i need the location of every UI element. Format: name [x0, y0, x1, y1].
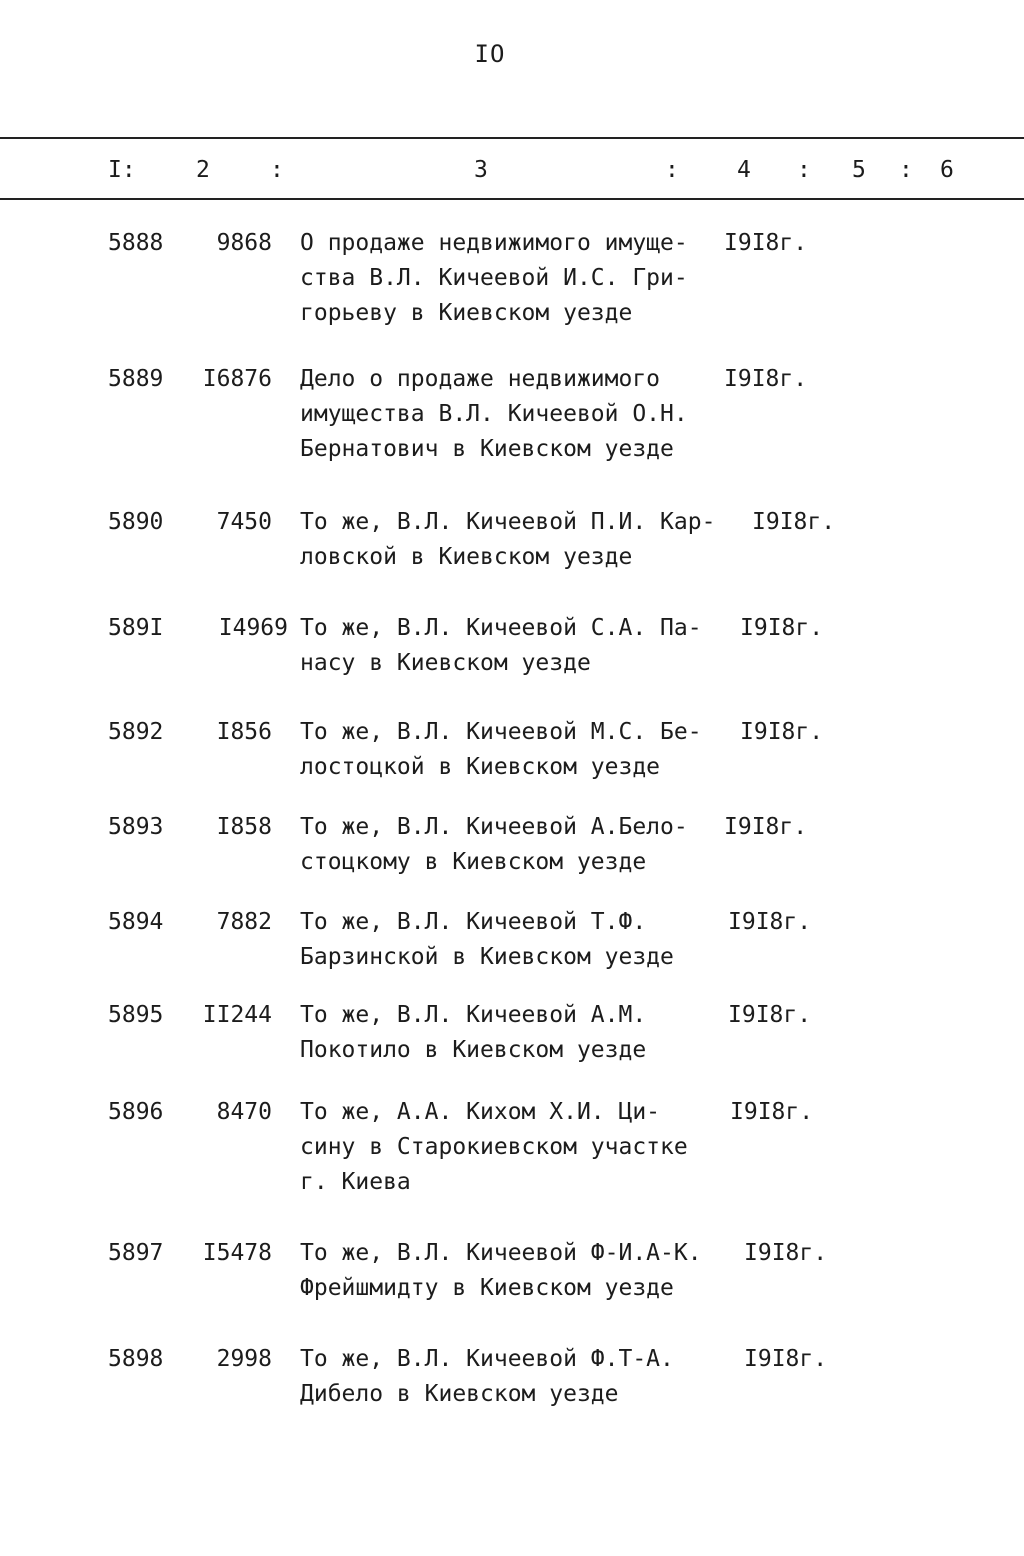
row-date: I9I8г. — [744, 1346, 828, 1372]
header-col-1: I: — [108, 157, 136, 183]
row-code: I6876 — [202, 366, 272, 392]
row-number: 5892 — [108, 719, 164, 745]
row-title: То же, В.Л. Кичеевой Ф.Т-А. Дибело в Киевском уезде — [300, 1346, 674, 1407]
row-number: 5897 — [108, 1240, 164, 1266]
row-number: 5898 — [108, 1346, 164, 1372]
row-title: То же, В.Л. Кичеевой А.Бело- стоцкому в Киевском уезде — [300, 814, 688, 875]
row-code: II244 — [202, 1002, 272, 1028]
row-code: 7450 — [216, 509, 272, 535]
row-title: О продаже недвижимого имуще- ства В.Л. Кичеевой И.С. Гри- горьеву в Киевском уезде — [300, 230, 688, 326]
row-number: 5896 — [108, 1099, 164, 1125]
header-col-5: 5 — [852, 157, 866, 183]
row-date: I9I8г. — [728, 1002, 812, 1028]
header-separator: : — [797, 157, 811, 183]
row-code: 7882 — [216, 909, 272, 935]
row-number: 5888 — [108, 230, 164, 256]
row-number: 5894 — [108, 909, 164, 935]
row-number: 5890 — [108, 509, 164, 535]
row-number: 5895 — [108, 1002, 164, 1028]
row-code: I4969 — [218, 615, 288, 641]
row-title: То же, В.Л. Кичеевой М.С. Бе- лостоцкой в Киевском уезде — [300, 719, 702, 780]
row-code: I858 — [216, 814, 272, 840]
row-title: То же, В.Л. Кичеевой П.И. Кар- ловской в Киевском уезде — [300, 509, 716, 570]
row-code: 9868 — [216, 230, 272, 256]
row-code: I5478 — [202, 1240, 272, 1266]
row-code: 2998 — [216, 1346, 272, 1372]
row-date: I9I8г. — [730, 1099, 814, 1125]
row-date: I9I8г. — [740, 615, 824, 641]
row-code: I856 — [216, 719, 272, 745]
header-col-3: 3 — [474, 157, 488, 183]
row-title: Дело о продаже недвижимого имущества В.Л. Кичеевой О.Н. Бернатович в Киевском уезде — [300, 366, 688, 462]
row-date: I9I8г. — [724, 366, 808, 392]
page-number: IO — [474, 40, 506, 68]
row-number: 5893 — [108, 814, 164, 840]
row-number: 589I — [108, 615, 164, 641]
row-title: То же, В.Л. Кичеевой С.А. Па- насу в Киевском уезде — [300, 615, 702, 676]
row-title: То же, В.Л. Кичеевой А.М. Покотило в Киевском уезде — [300, 1002, 647, 1063]
header-col-4: 4 — [737, 157, 751, 183]
header-separator: : — [665, 157, 679, 183]
row-date: I9I8г. — [724, 230, 808, 256]
header-col-2: 2 — [196, 157, 210, 183]
row-title: То же, В.Л. Кичеевой Ф-И.А-К. Фрейшмидту в Киевском уезде — [300, 1240, 702, 1301]
row-date: I9I8г. — [744, 1240, 828, 1266]
header-separator: : — [270, 157, 284, 183]
row-number: 5889 — [108, 366, 164, 392]
row-date: I9I8г. — [740, 719, 824, 745]
row-date: I9I8г. — [728, 909, 812, 935]
header-col-6: 6 — [940, 157, 954, 183]
header-separator: : — [899, 157, 913, 183]
row-title: То же, В.Л. Кичеевой Т.Ф. Барзинской в Киевском уезде — [300, 909, 674, 970]
row-title: То же, А.А. Кихом Х.И. Ци- сину в Старокиевском участке г. Киева — [300, 1099, 688, 1195]
row-date: I9I8г. — [724, 814, 808, 840]
row-date: I9I8г. — [752, 509, 836, 535]
row-code: 8470 — [216, 1099, 272, 1125]
